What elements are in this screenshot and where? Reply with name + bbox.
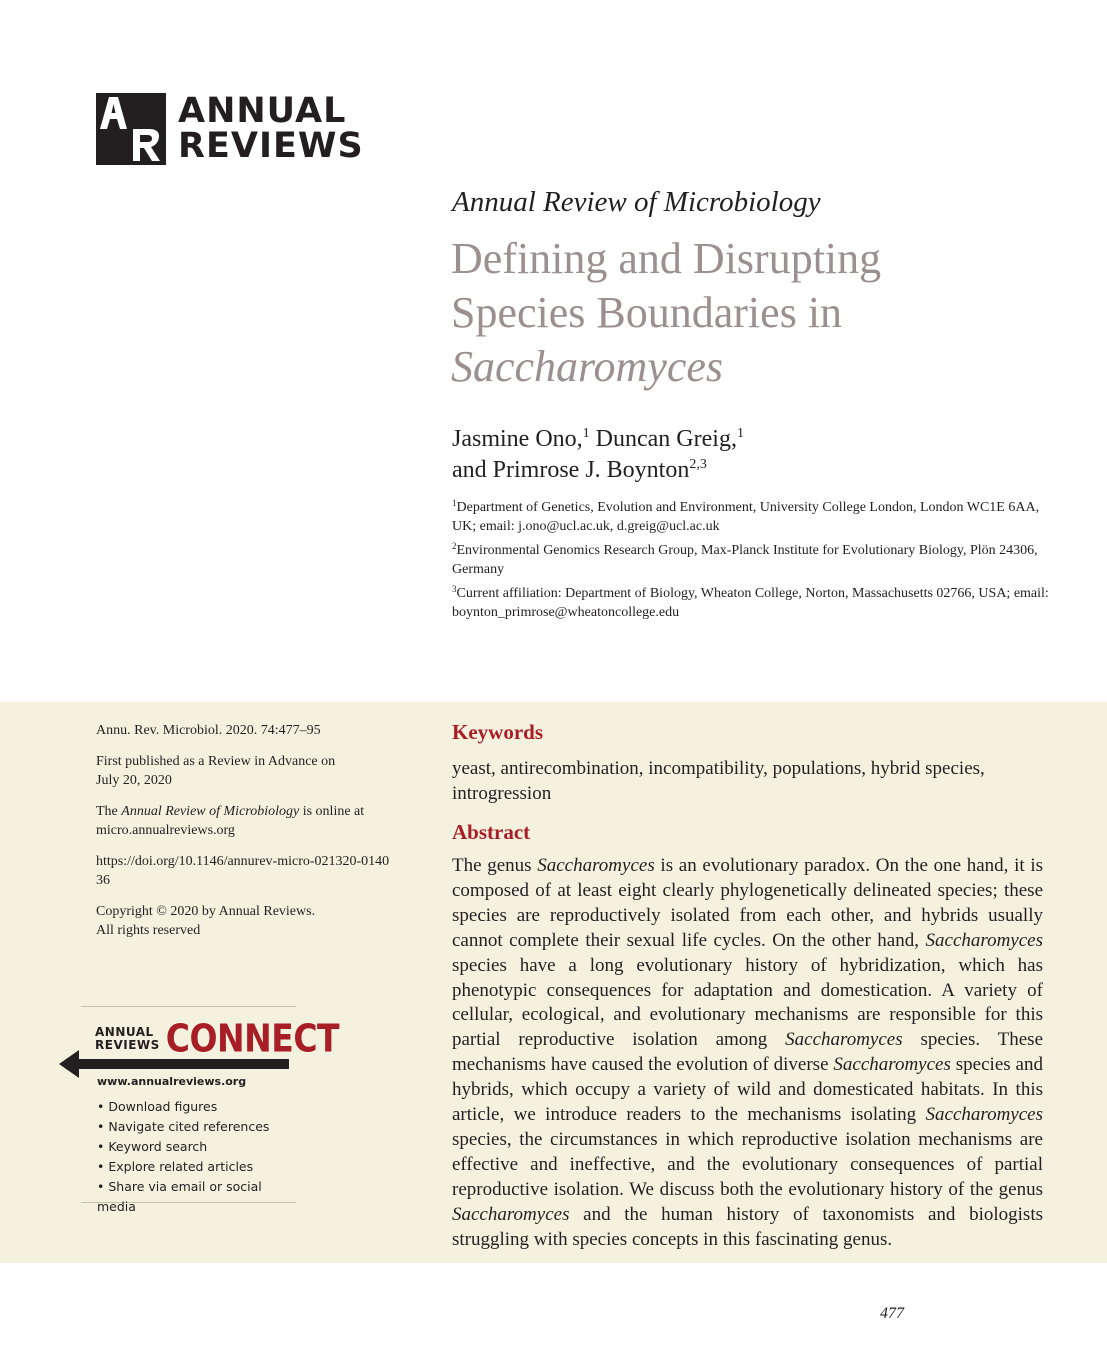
annual-reviews-connect-box: [81, 1006, 340, 1214]
copyright: [96, 902, 416, 940]
affiliation-3-text: Current affiliation: Department of Biology, Wheaton College, Norton, Massachusetts 02766, USA; email: boynton_primrose@wheatoncollege.edu: [452, 586, 1049, 620]
abstract-genus-italic: Saccharomyces: [452, 1203, 570, 1225]
first-published: First published as a Review in Advance on July 20, 2020: [96, 754, 336, 788]
logo-line-annual: ANNUAL: [178, 91, 347, 131]
list-item: • Share via email or social media: [97, 1179, 262, 1214]
abstract-heading: Abstract: [452, 820, 531, 844]
article-title: [451, 232, 1071, 394]
title-line-1: Defining and Disrupting: [451, 234, 882, 283]
abstract-segment: species, the circumstances in which reproductive isolation mechanisms are effective and ineffective, and the evolutionary consequences of partial reproductive isolation. We discuss both the evolutionary history of the genus: [452, 1128, 1043, 1200]
list-item: • Navigate cited references: [97, 1119, 270, 1134]
author-2: Duncan Greig,: [589, 426, 737, 452]
affiliation-1-text: Department of Genetics, Evolution and Environment, University College London, London WC1E 6AA, UK; email: j.ono@ucl.ac.uk, d.greig@ucl.ac.uk: [452, 500, 1040, 534]
affiliation-3-sup: 3: [452, 584, 457, 594]
logo-line-reviews: REVIEWS: [178, 126, 364, 166]
affiliation-1: [452, 498, 1052, 536]
citation: Annu. Rev. Microbiol. 2020. 74:477–95: [96, 723, 321, 738]
copyright-line: Copyright © 2020 by Annual Reviews.: [96, 904, 316, 919]
journal-name: Annual Review of Microbiology: [452, 186, 821, 218]
annual-reviews-logo-mark: [96, 93, 166, 165]
author-3-sup: 2,3: [689, 457, 707, 472]
connect-features: [97, 1097, 296, 1217]
author-2-sup: 1: [736, 426, 744, 441]
online-pre: The: [96, 804, 122, 819]
title-line-2: Species Boundaries in: [451, 288, 843, 337]
abstract-text: [452, 854, 1043, 1253]
connect-url[interactable]: www.annualreviews.org: [97, 1075, 247, 1088]
keywords-heading: Keywords: [452, 720, 543, 744]
abstract-segment: is an evolutionary paradox. On the one hand, it is composed of at least eight clearly phylogenetically delineated species; these species are reproductively isolated from each other, and hybrids usually cannot complete their sexual life cycles. On the other hand,: [452, 855, 1043, 951]
affiliations: [452, 498, 1052, 627]
affiliation-3: [452, 584, 1052, 622]
list-item: • Download figures: [97, 1099, 218, 1114]
online-at: [96, 802, 386, 840]
list-item: • Explore related articles: [97, 1159, 254, 1174]
author-3: and Primrose J. Boynton: [452, 457, 690, 483]
affiliation-2-text: Environmental Genomics Research Group, Max-Planck Institute for Evolutionary Biology, Plön 24306, Germany: [452, 543, 1038, 577]
author-1-sup: 1: [582, 426, 590, 441]
abstract-segment: species. These mechanisms have caused the evolution of diverse: [452, 1029, 1044, 1076]
abstract-segment: and the human history of taxonomists and biologists struggling with species concepts in this fascinating genus.: [452, 1203, 1043, 1250]
abstract-genus-italic: Saccharomyces: [833, 1054, 951, 1076]
annual-reviews-logo-text: [178, 91, 364, 166]
author-list: [452, 424, 744, 486]
doi-link[interactable]: https://doi.org/10.1146/annurev-micro-021320-014036: [96, 854, 390, 888]
abstract-genus-italic: Saccharomyces: [785, 1029, 903, 1051]
article-meta: [96, 721, 416, 952]
author-1: Jasmine Ono,: [452, 426, 583, 452]
title-line-3: Saccharomyces: [451, 342, 724, 391]
page-number: 477: [880, 1305, 904, 1322]
abstract-genus-italic: Saccharomyces: [925, 1104, 1043, 1126]
keywords-text: yeast, antirecombination, incompatibility, populations, hybrid species, introgression: [452, 758, 985, 804]
rights-line: All rights reserved: [96, 923, 201, 938]
abstract-genus-italic: Saccharomyces: [925, 929, 1043, 951]
abstract-segment: The genus: [452, 855, 538, 876]
annual-reviews-logo: [96, 92, 364, 166]
affiliation-1-sup: 1: [452, 498, 457, 508]
connect-small-line2: REVIEWS: [95, 1037, 160, 1052]
connect-small-line1: ANNUAL: [95, 1024, 154, 1039]
connect-title: CONNECT: [165, 1016, 340, 1061]
abstract-genus-italic: Saccharomyces: [537, 855, 655, 876]
list-item: • Keyword search: [97, 1139, 208, 1154]
online-journal: Annual Review of Microbiology: [121, 804, 300, 819]
online-post: is online at micro.annualreviews.org: [96, 804, 365, 838]
affiliation-2: [452, 541, 1052, 579]
affiliation-2-sup: 2: [452, 541, 457, 551]
abstract-segment: species and hybrids, which occupy a variety of wild and domesticated habitats. In this article, we introduce readers to the mechanisms isolating: [452, 1054, 1043, 1126]
abstract-segment: species have a long evolutionary history of hybridization, which has phenotypic consequences for adaptation and domestication. A variety of cellular, ecological, and evolutionary mechanisms are responsible for this partial reproductive isolation among: [452, 954, 1043, 1051]
